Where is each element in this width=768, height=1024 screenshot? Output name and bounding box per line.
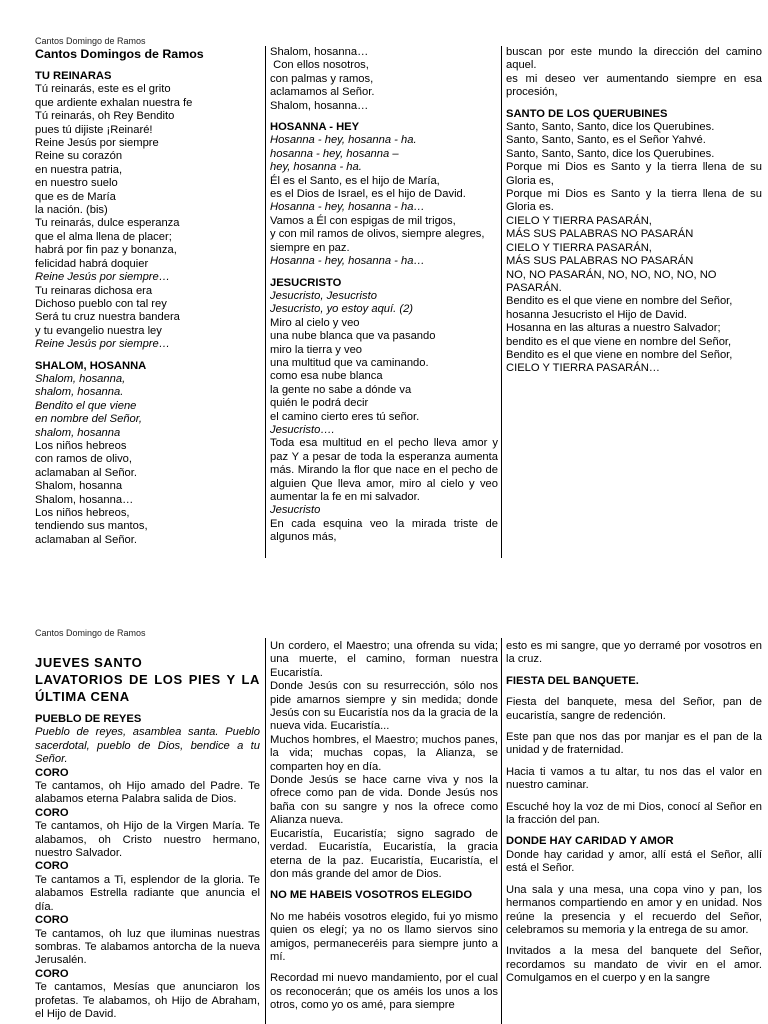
song-title: TU REINARAS [35,70,112,82]
spacer [506,876,762,884]
spacer [506,937,762,945]
lyric-line: Dichoso pueblo con tal rey [35,297,167,310]
document-title: Cantos Domingos de Ramos [35,47,204,61]
paragraph: Te cantamos, oh Hijo de la Virgen María. Te alabamos, oh Cristo nuestro hermano, nuestro Salvador. [35,820,264,860]
paragraph: Porque mi Dios es Santo y la tierra llena de su Gloria es, [506,161,766,187]
lyric-line: MÁS SUS PALABRAS NO PASARÁN [506,228,694,241]
paragraph: Invitados a la mesa del banquete del Señor, recordamos su mandato de vivir en el amor. Comulgamos en el cuerpo y en la sangre [506,945,766,985]
paragraph: Te cantamos, oh Hijo amado del Padre. Te alabamos eterna Palabra salida de Dios. [35,780,264,806]
paragraph: Fiesta del banquete, mesa del Señor, pan de eucaristía, sangre de redención. [506,696,766,722]
lyric-line: Reine su corazón [35,150,123,163]
lyric-line: Reine Jesús por siempre [35,137,159,150]
spacer [35,62,260,70]
refrain-line: Jesucristo, yo estoy aquí. (2) [270,303,414,316]
lyric-line: con palmas y ramos, [270,72,374,85]
lyric-line: Tú reinarás, este es el grito [35,83,171,96]
lyric-line: tendiendo sus mantos, [35,520,148,533]
lyric-line: Vamos a Él con espigas de mil trigos, [270,214,456,227]
refrain-line: Jesucristo…. [270,423,335,436]
lyric-line: y con mil ramos de olivos, siempre alegres, [270,228,485,241]
document-page-2 [0,600,768,1024]
lyric-line: y tu evangelio nuestra ley [35,324,162,337]
spacer [506,688,762,696]
lyric-line: el camino cierto eres tú señor. [270,410,420,423]
refrain-line: Hosanna - hey, hosanna - ha… [270,255,425,268]
song-title: FIESTA DEL BANQUETE. [506,674,639,687]
lyric-line: Él es el Santo, es el hijo de María, [270,174,440,187]
column-divider [265,638,266,1024]
lyric-line: Miro al cielo y veo [270,316,360,329]
lyric-line: Shalom, hosanna… [270,99,369,112]
paragraph: Porque mi Dios es Santo y la tierra llena de su Gloria es. [506,188,766,214]
column-divider [501,638,502,1024]
column-divider [501,46,502,558]
paragraph: Donde Jesús se hace carne viva y nos la ofrece como pan de vida. Donde Jesús nos baña con su sangre y nos la ofrece como Alianza nueva. [270,774,502,827]
spacer [270,113,498,121]
lyric-line: NO, NO PASARÁN, NO, NO, NO, NO, NO PASARÁN. [506,268,720,294]
lyric-line: es el Dios de Israel, es el hijo de David. [270,188,466,201]
lyric-line: quién le podrá decir [270,397,369,410]
refrain-line: Reine Jesús por siempre… [35,338,170,351]
refrain-line: shalom, hosanna [35,426,121,439]
refrain-line: Jesucristo [270,504,321,517]
lyric-line: la nación. (bis) [35,204,108,217]
lyric-line: Los niños hebreos [35,439,127,452]
lyric-line: como esa nube blanca [270,370,383,383]
column-divider [265,46,266,558]
refrain-line: hosanna - hey, hosanna – [270,147,399,160]
text-column-1 [35,654,265,1021]
page-header: Cantos Domingo de Ramos [35,628,146,638]
spacer [506,793,762,801]
paragraph: Te cantamos a Ti, esplendor de la gloria. Te alabamos Estrella radiante que anuncia el día. [35,873,264,913]
paragraph: Eucaristía, Eucaristía; signo sagrado de verdad. Eucaristía, Eucaristía, la gracia eterna de la paz. Eucaristía, Eucaristía, el don más grande del amor de Dios. [270,827,502,880]
text-column-3 [506,46,766,376]
refrain-line: Bendito el que viene [35,399,137,412]
refrain-line: Hosanna - hey, hosanna - ha… [270,201,425,214]
paragraph: Te cantamos, Mesías que anunciaron los profetas. Te alabamos, oh Hijo de Abraham, el Hijo de David. [35,981,264,1020]
song-title: CORO [35,766,69,779]
refrain-line: Reine Jesús por siempre… [35,271,170,284]
text-column-2 [270,640,502,1013]
section-title: LAVATORIOS DE LOS PIES Y LA ÚLTIMA CENA [35,672,265,704]
paragraph: Donde Jesús con su resurrección, sólo nos pide amarnos siempre y sin medida; donde Jesús con su Eucaristía nos da la gracia de la nueva vida. Eucaristía... [270,680,502,733]
lyric-line: Hosanna en las alturas a nuestro Salvador; [506,322,721,335]
lyric-line: Santo, Santo, Santo, es el Señor Yahvé. [506,134,706,147]
song-title: SHALOM, HOSANNA [35,359,147,372]
text-column-3 [506,640,766,986]
spacer [270,881,498,889]
spacer [270,269,498,277]
lyric-line: aclamaban al Señor. [35,466,137,479]
song-title: CORO [35,860,69,873]
lyric-line: Tu reinarás, dulce esperanza [35,217,180,230]
lyric-line: CIELO Y TIERRA PASARÁN, [506,241,652,254]
lyric-line: Será tu cruz nuestra bandera [35,311,180,324]
song-title: SANTO DE LOS QUERUBINES [506,107,668,120]
song-title: CORO [35,806,69,819]
song-title: CORO [35,914,69,927]
refrain-line: Jesucristo, Jesucristo [270,289,377,302]
page-header: Cantos Domingo de Ramos [35,36,146,46]
lyric-line: en nuestra patria, [35,163,123,176]
paragraph: Toda esa multitud en el pecho lleva amor y paz Y a pesar de toda la esperanza aumenta más. Mirando la flor que nace en el pecho de alguien Que lleva amor, miro al cielo y veo aumentar la fe en mi salvador. [270,437,502,503]
lyric-line: la gente no sabe a dónde va [270,383,412,396]
lyric-line: pues tú dijiste ¡Reinaré! [35,123,153,136]
paragraph: Recordad mi nuevo mandamiento, por el cual os reconocerán; que os améis los unos a los otros, como yo os amé, para siempre [270,972,502,1012]
refrain-line: en nombre del Señor, [35,413,142,426]
lyric-line: Con ellos nosotros, [270,59,369,72]
spacer [35,705,260,713]
lyric-line: felicidad habrá doquier [35,257,149,270]
lyric-line: CIELO Y TIERRA PASARÁN… [506,362,660,375]
spacer [506,758,762,766]
refrain-paragraph: Pueblo de reyes, asamblea santa. Pueblo sacerdotal, pueblo de Dios, bendice a tu Señor. [35,726,264,766]
section-title: JUEVES SANTO [35,655,143,670]
lyric-line: aclamaban al Señor. [35,533,137,546]
refrain-line: Shalom, hosanna, [35,372,126,385]
lyric-line: Shalom, hosanna… [270,46,369,58]
lyric-line: Shalom, hosanna… [35,493,134,506]
lyric-line: Shalom, hosanna [35,480,123,493]
paragraph: Te cantamos, oh luz que iluminas nuestras sombras. Te alabamos antorcha de la nueva Jerusalén. [35,927,264,967]
refrain-line: shalom, hosanna. [35,386,124,399]
spacer [270,903,498,911]
refrain-line: Hosanna - hey, hosanna - ha. [270,134,417,147]
lyric-line: que ardiente exhalan nuestra fe [35,96,193,109]
text-column-2 [270,46,502,545]
paragraph: Donde hay caridad y amor, allí está el Señor, allí está el Señor. [506,848,766,875]
lyric-line: miro la tierra y veo [270,343,363,356]
paragraph: es mi deseo ver aumentando siempre en esa procesión, [506,72,766,99]
text-column-1 [35,46,260,547]
lyric-line: Tú reinarás, oh Rey Bendito [35,110,175,123]
lyric-line: habrá por fin paz y bonanza, [35,244,177,257]
paragraph: Este pan que nos das por manjar es el pan de la unidad y de fraternidad. [506,731,766,757]
lyric-line: Santo, Santo, Santo, dice los Querubines. [506,121,715,134]
lyric-line: hosanna Jesucristo el Hijo de David. [506,308,687,321]
song-title: CORO [35,967,69,980]
paragraph: En cada esquina veo la mirada triste de algunos más, [270,517,502,544]
paragraph: Bendito es el que viene en nombre del Señor, [506,348,733,361]
lyric-line: aclamamos al Señor. [270,86,375,99]
lyric-line: Tu reinaras dichosa era [35,284,153,297]
lyric-line: Los niños hebreos, [35,507,130,519]
song-title: PUEBLO DE REYES [35,713,142,725]
lyric-line: con ramos de olivo, [35,453,133,466]
paragraph: Muchos hombres, el Maestro; muchos panes, la vida; muchas copas, la Alianza, se comparten hoy en día. [270,733,502,773]
paragraph: No me habéis vosotros elegido, fui yo mismo quien os elegí; ya no os llamo siervos sino amigos, permaneceréis para siempre junto a mí. [270,910,502,963]
lyric-line: que el alma llena de placer; [35,230,172,243]
paragraph: Escuché hoy la voz de mi Dios, conocí al Señor en la fracción del pan. [506,800,766,827]
spacer [506,827,762,835]
song-title: HOSANNA - HEY [270,121,360,134]
paragraph: Bendito es el que viene en nombre del Señor, [506,295,733,308]
spacer [506,100,762,108]
refrain-line: hey, hosanna - ha. [270,161,362,174]
paragraph: Una sala y una mesa, una copa vino y pan, los hermanos compartiendo en amor y en unidad. Nos reúne la presencia y el recuerdo del Señor, celebramos su memoria y la entrega de su amor. [506,883,766,936]
song-title: DONDE HAY CARIDAD Y AMOR [506,835,674,848]
paragraph: bendito es el que viene en nombre del Señor, [506,335,732,348]
lyric-line: MÁS SUS PALABRAS NO PASARÁN [506,255,694,268]
song-title: JESUCRISTO [270,276,342,289]
lyric-line: una nube blanca que va pasando [270,330,436,343]
spacer [270,964,498,972]
lyric-line: en nuestro suelo [35,177,118,190]
lyric-line: siempre en paz. [270,241,350,254]
song-title: NO ME HABEIS VOSOTROS ELEGIDO [270,889,473,902]
paragraph: buscan por este mundo la dirección del camino aquel. [506,46,766,72]
lyric-line: CIELO Y TIERRA PASARÁN, [506,214,652,227]
spacer [506,667,762,675]
lyric-line: que es de María [35,190,116,203]
spacer [35,352,260,360]
paragraph: esto es mi sangre, que yo derramé por vosotros en la cruz. [506,640,766,666]
lyric-line: una multitud que va caminando. [270,356,429,369]
paragraph: Hacia ti vamos a tu altar, tu nos das el valor en nuestro caminar. [506,765,766,792]
paragraph: Un cordero, el Maestro; una ofrenda su vida; una muerte, el camino, forman nuestra Eucaristía. [270,640,502,679]
lyric-line: Santo, Santo, Santo, dice los Querubines. [506,147,715,160]
spacer [506,723,762,731]
